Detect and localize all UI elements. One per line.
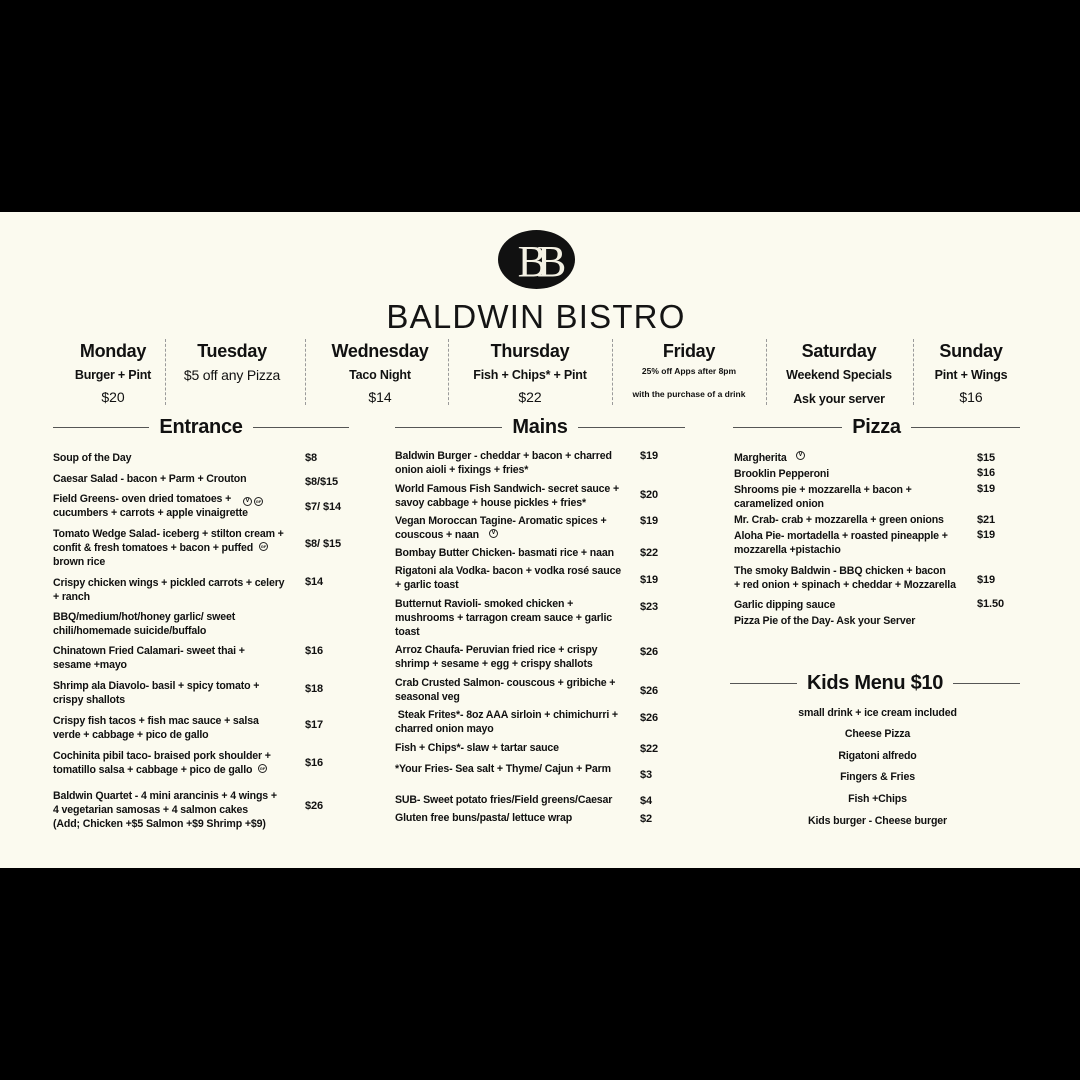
menu-item-line: Margherita <box>734 452 787 464</box>
menu-item-line: verde + cabbage + pico de gallo <box>53 729 209 741</box>
menu-item <box>53 610 293 638</box>
menu-item <box>53 644 293 672</box>
menu-item-line: savoy cabbage + house pickles + fries* <box>395 497 586 509</box>
day-name: Wednesday <box>331 341 429 361</box>
kids-heading <box>730 672 1020 695</box>
menu-item <box>395 762 635 776</box>
heading-rule <box>911 427 1020 428</box>
menu-item-price: $4 <box>640 795 653 807</box>
menu-item-line: Aloha Pie- mortadella + roasted pineapple + <box>734 530 948 542</box>
menu-item <box>395 811 635 825</box>
menu-item-line: Fish + Chips*- slaw + tartar sauce <box>395 742 559 754</box>
day-name: Monday <box>79 341 147 361</box>
menu-item <box>53 527 293 569</box>
day-deal: Weekend Specials <box>786 368 892 382</box>
menu-item-line: Baldwin Burger - cheddar + bacon + charred <box>395 450 612 462</box>
menu-item-price: $19 <box>640 515 659 527</box>
gluten-free-icon: GF <box>260 544 267 549</box>
menu-item-price: $16 <box>977 467 996 479</box>
kids-menu-item: Rigatoni alfredo <box>838 750 917 762</box>
menu-item <box>395 514 635 542</box>
brand-title: BALDWIN BISTRO <box>386 298 686 335</box>
menu-item-line: Bombay Butter Chicken- basmati rice + naan <box>395 547 614 559</box>
logo-monogram: BB <box>517 237 557 286</box>
day-divider <box>305 339 306 405</box>
menu-item-line: Soup of the Day <box>53 452 132 464</box>
day-wednesday <box>331 340 428 405</box>
day-price: $14 <box>368 389 392 405</box>
menu-item-price: $8 <box>305 452 318 464</box>
menu-item <box>734 614 974 628</box>
menu-item-price: $26 <box>640 685 659 697</box>
day-deal: 25% off Apps after 8pm <box>641 366 737 376</box>
menu-item-line: + garlic toast <box>395 579 459 591</box>
day-sunday <box>935 340 1008 405</box>
menu-item <box>395 546 635 560</box>
day-deal <box>184 367 280 383</box>
menu-item <box>395 449 635 477</box>
menu-item-line: Tomato Wedge Salad- iceberg + stilton cream + <box>53 528 284 540</box>
kids-menu-item: Kids burger - Cheese burger <box>808 815 947 827</box>
day-deal: Burger + Pint <box>74 368 152 382</box>
menu-item <box>734 451 974 465</box>
menu-item <box>395 564 635 592</box>
menu-item-line: Shrimp ala Diavolo- basil + spicy tomato + <box>53 680 260 692</box>
menu-item-line: brown rice <box>53 556 106 568</box>
menu-item-line: onion aioli + fixings + fries* <box>395 464 529 476</box>
menu-item <box>53 472 293 486</box>
menu-item-price: $22 <box>640 547 659 559</box>
day-name: Saturday <box>801 341 877 361</box>
section-title: Entrance <box>159 416 243 438</box>
menu-item-price: $7/ $14 <box>305 501 342 513</box>
menu-item-line: Vegan Moroccan Tagine- Aromatic spices + <box>395 515 607 527</box>
pizza-heading <box>733 416 1020 439</box>
heading-rule <box>253 427 349 428</box>
menu-item-line: Field Greens- oven dried tomatoes + <box>53 493 232 505</box>
menu-item-price: $26 <box>305 800 324 812</box>
menu-item <box>395 482 635 510</box>
menu-item-line: seasonal veg <box>395 691 460 703</box>
menu-item <box>53 714 293 742</box>
section-title: Pizza <box>852 416 901 438</box>
menu-item-price: $22 <box>640 743 659 755</box>
menu-item <box>734 483 974 511</box>
menu-item <box>734 529 974 557</box>
menu-item-price: $16 <box>305 757 324 769</box>
menu-item-line: cucumbers + carrots + apple vinaigrette <box>53 507 248 519</box>
menu-item-line: Pizza Pie of the Day- Ask your Server <box>734 615 916 627</box>
menu-item-line: World Famous Fish Sandwich- secret sauce + <box>395 483 619 495</box>
menu-item <box>53 451 293 465</box>
kids-menu-item: Fingers & Fries <box>840 771 915 783</box>
menu-item-line: Crispy fish tacos + fish mac sauce + salsa <box>53 715 259 727</box>
day-divider <box>165 339 166 405</box>
menu-item-price: $15 <box>977 452 996 464</box>
menu-item <box>53 789 293 831</box>
day-note: Ask your server <box>793 392 885 406</box>
menu-item-price: $19 <box>977 529 996 541</box>
day-price: $20 <box>101 389 125 405</box>
menu-item <box>395 676 635 704</box>
menu-item-line: tomatillo salsa + cabbage + pico de gallo <box>53 764 253 776</box>
menu-item <box>734 513 974 527</box>
menu-item-line: crispy shallots <box>53 694 125 706</box>
heading-rule <box>395 427 502 428</box>
menu-item-line: Crab Crusted Salmon- couscous + gribiche + <box>395 677 616 689</box>
menu-item-price: $8/$15 <box>305 476 339 488</box>
kids-menu-item: Cheese Pizza <box>844 728 911 740</box>
menu-item <box>53 749 293 777</box>
day-price: $22 <box>518 389 542 405</box>
day-note: with the purchase of a drink <box>632 389 746 399</box>
menu-item-price: $16 <box>305 645 324 657</box>
menu-item-line: *Your Fries- Sea salt + Thyme/ Cajun + Parm <box>395 763 611 775</box>
menu-item-price: $26 <box>640 646 659 658</box>
heading-rule <box>53 427 149 428</box>
heading-rule <box>953 683 1020 684</box>
menu-item-line: + red onion + spinach + cheddar + Mozzarella <box>734 579 956 591</box>
day-saturday <box>786 340 892 407</box>
kids-menu-item: Fish +Chips <box>848 793 907 805</box>
menu-item-price: $17 <box>305 719 324 731</box>
menu-item-price: $23 <box>640 601 659 613</box>
menu-item-line: caramelized onion <box>734 498 824 510</box>
bistro-logo <box>497 229 576 290</box>
heading-rule <box>733 427 842 428</box>
menu-item-line: Steak Frites*- 8oz AAA sirloin + chimichurri + <box>395 709 618 721</box>
daily-specials <box>0 340 1080 410</box>
menu-item-line: sesame +mayo <box>53 659 127 671</box>
day-deal: Fish + Chips* + Pint <box>473 368 587 382</box>
menu-item-price: $19 <box>977 483 996 495</box>
menu-item-line: Rigatoni ala Vodka- bacon + vodka rosé sauce <box>395 565 622 577</box>
menu-item <box>734 564 974 592</box>
day-name: Tuesday <box>197 341 267 361</box>
menu-item-line: confit & fresh tomatoes + bacon + puffed <box>53 542 254 554</box>
day-divider <box>448 339 449 405</box>
menu-item-line: Chinatown Fried Calamari- sweet thai + <box>53 645 245 657</box>
day-divider <box>913 339 914 405</box>
menu-item-price: $19 <box>640 574 659 586</box>
heading-rule <box>578 427 685 428</box>
menu-item-line: Caesar Salad - bacon + Parm + Crouton <box>53 473 247 485</box>
menu-item-line: 4 vegetarian samosas + 4 salmon cakes <box>53 804 248 816</box>
menu-item <box>395 597 635 639</box>
menu-item-price: $2 <box>640 813 653 825</box>
section-title: Kids Menu $10 <box>806 672 944 694</box>
menu-item-line: Baldwin Quartet - 4 mini arancinis + 4 wings + <box>53 790 277 802</box>
menu-item-price: $18 <box>305 683 324 695</box>
menu-item-price: $3 <box>640 769 653 781</box>
menu-item-line: Shrooms pie + mozzarella + bacon + <box>734 484 912 496</box>
menu-item <box>734 467 974 481</box>
menu-item-line: Arroz Chaufa- Peruvian fried rice + crispy <box>395 644 598 656</box>
menu-item-price: $19 <box>640 450 659 462</box>
kids-menu-item: small drink + ice cream included <box>798 707 957 719</box>
menu-item <box>53 576 293 604</box>
menu-item-line: Garlic dipping sauce <box>734 599 836 611</box>
menu-item <box>395 793 635 807</box>
day-thursday <box>473 340 586 405</box>
menu-item-line: BBQ/medium/hot/honey garlic/ sweet <box>53 611 236 623</box>
menu-item-price: $20 <box>640 489 659 501</box>
vegetarian-icon: V <box>243 497 252 506</box>
vegetarian-icon: V <box>489 529 498 538</box>
vegetarian-icon: V <box>796 451 805 460</box>
day-name: Friday <box>662 341 716 361</box>
day-divider <box>612 339 613 405</box>
menu-item-line: toast <box>395 626 420 638</box>
menu-item-line: The smoky Baldwin - BBQ chicken + bacon <box>734 565 946 577</box>
menu-item-line: Cochinita pibil taco- braised pork shoulder + <box>53 750 271 762</box>
menu-item-line: (Add; Chicken +$5 Salmon +$9 Shrimp +$9) <box>53 818 266 830</box>
menu-item-line: + ranch <box>53 591 90 603</box>
heading-rule <box>730 683 797 684</box>
day-friday <box>633 340 746 400</box>
menu-item-line: Gluten free buns/pasta/ lettuce wrap <box>395 812 573 824</box>
menu-item <box>53 679 293 707</box>
menu-item-line: couscous + naan <box>395 529 480 541</box>
menu-item-line: SUB- Sweet potato fries/Field greens/Caesar <box>395 794 613 806</box>
gluten-free-icon: GF <box>259 766 266 771</box>
menu-item-line: charred onion mayo <box>395 723 494 735</box>
menu-item-line: Butternut Ravioli- smoked chicken + <box>395 598 574 610</box>
menu-item-line: Crispy chicken wings + pickled carrots + celery <box>53 577 285 589</box>
menu-item <box>395 708 635 736</box>
day-name: Thursday <box>490 341 570 361</box>
menu-item <box>734 598 974 612</box>
menu-item-line: mushrooms + tarragon cream sauce + garlic <box>395 612 613 624</box>
menu-item-price: $21 <box>977 514 996 526</box>
menu-item-price: $19 <box>977 574 996 586</box>
menu-item-line: mozzarella +pistachio <box>734 544 841 556</box>
menu-item-price: $8/ $15 <box>305 538 342 550</box>
gluten-free-icon: GF <box>255 499 262 504</box>
day-name: Sunday <box>939 341 1003 361</box>
day-deal: Pint + Wings <box>934 368 1008 382</box>
mains-heading <box>395 416 685 439</box>
menu-item-price: $1.50 <box>977 598 1005 610</box>
section-title: Mains <box>512 416 568 438</box>
day-divider <box>766 339 767 405</box>
day-monday <box>75 340 151 405</box>
menu-item-line: Mr. Crab- crab + mozzarella + green onions <box>734 514 944 526</box>
day-deal: Taco Night <box>349 368 411 382</box>
menu-item-line: Brooklin Pepperoni <box>734 468 830 480</box>
menu-item-line: shrimp + sesame + egg + crispy shallots <box>395 658 593 670</box>
menu-item <box>395 741 635 755</box>
day-price: $16 <box>959 389 983 405</box>
tuesday-deal-text: $5 off any Pizza <box>183 367 281 383</box>
menu-item-price: $26 <box>640 712 659 724</box>
menu-item-price: $14 <box>305 576 324 588</box>
day-tuesday <box>184 340 280 383</box>
menu-item <box>395 643 635 671</box>
menu-item-line: chili/homemade suicide/buffalo <box>53 625 207 637</box>
entrance-heading <box>53 416 349 439</box>
